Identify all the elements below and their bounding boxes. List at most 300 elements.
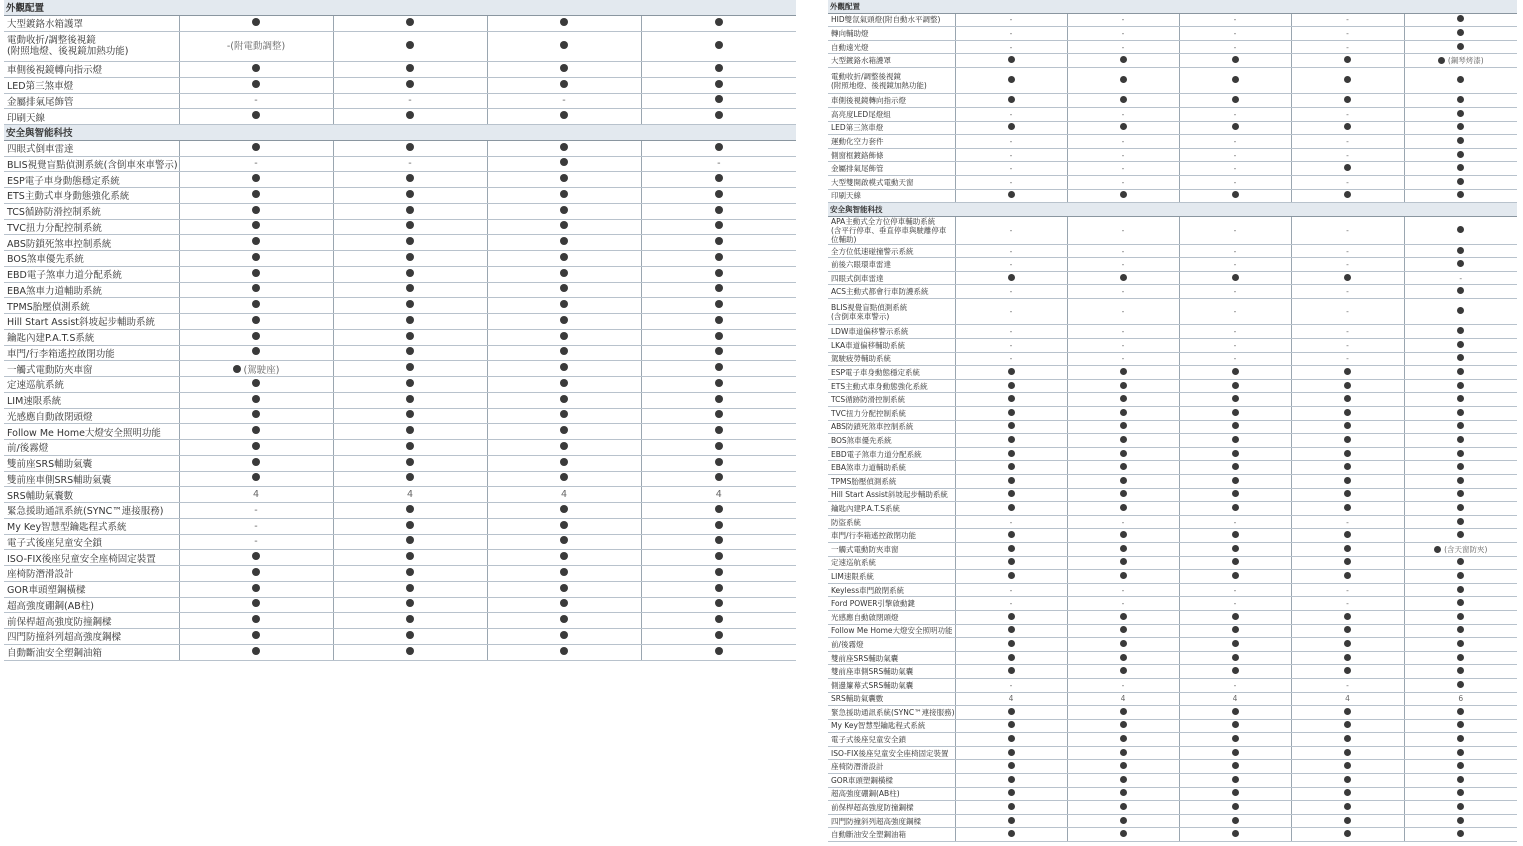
included-indicator — [1120, 395, 1127, 402]
included-indicator — [560, 521, 568, 529]
feature-value — [1067, 746, 1179, 760]
filled-circle-icon — [406, 269, 414, 277]
feature-value — [955, 67, 1067, 93]
included-indicator — [252, 568, 260, 576]
table-row — [4, 140, 796, 156]
included-indicator — [406, 363, 414, 371]
filled-circle-icon — [715, 473, 723, 481]
included-indicator — [406, 64, 414, 72]
filled-circle-icon — [1457, 640, 1464, 647]
feature-value — [1291, 393, 1404, 407]
feature-label: Keyless車門啟閉系統 — [828, 583, 955, 597]
filled-circle-icon — [1344, 762, 1351, 769]
table-row — [828, 502, 1517, 516]
feature-value — [1404, 665, 1517, 679]
filled-circle-icon — [1120, 450, 1127, 457]
feature-value — [955, 502, 1067, 516]
feature-label: GOR車頭塑鋼橫樑 — [4, 581, 179, 597]
included-indicator — [560, 552, 568, 560]
feature-value: - — [333, 156, 487, 172]
filled-circle-icon — [560, 237, 568, 245]
table-row — [828, 461, 1517, 475]
feature-value — [179, 266, 333, 282]
included-indicator — [1120, 749, 1127, 756]
filled-circle-icon — [715, 647, 723, 655]
feature-value — [333, 550, 487, 566]
feature-value — [641, 644, 796, 660]
feature-value — [333, 581, 487, 597]
feature-value — [641, 298, 796, 314]
included-indicator — [406, 332, 414, 340]
filled-circle-icon — [1232, 667, 1239, 674]
feature-value — [1179, 719, 1291, 733]
included-indicator — [252, 18, 260, 26]
filled-circle-icon — [1344, 477, 1351, 484]
filled-circle-icon — [560, 206, 568, 214]
feature-value — [1404, 583, 1517, 597]
feature-label: 電動收折/調整後視鏡 (附照地燈、後視鏡加熱功能) — [828, 67, 955, 93]
included-indicator — [1434, 544, 1487, 555]
included-indicator — [1008, 626, 1015, 633]
included-indicator — [560, 568, 568, 576]
feature-value — [1404, 787, 1517, 801]
feature-value — [1067, 706, 1179, 720]
included-indicator — [252, 253, 260, 261]
feature-value — [1404, 556, 1517, 570]
table-row — [828, 434, 1517, 448]
feature-value: - — [1291, 258, 1404, 272]
included-indicator — [1438, 55, 1484, 66]
included-indicator — [252, 379, 260, 387]
included-indicator — [1344, 708, 1351, 715]
table-row — [4, 377, 796, 393]
feature-value — [487, 235, 641, 251]
feature-value: - — [1179, 352, 1291, 366]
feature-value — [641, 613, 796, 629]
feature-label: SRS輔助氣囊數 — [4, 487, 179, 503]
feature-value — [1404, 529, 1517, 543]
included-indicator — [1457, 287, 1464, 294]
included-indicator — [560, 442, 568, 450]
included-indicator — [1008, 96, 1015, 103]
filled-circle-icon — [406, 221, 414, 229]
included-indicator — [1120, 789, 1127, 796]
filled-circle-icon — [1008, 654, 1015, 661]
filled-circle-icon — [715, 221, 723, 229]
feature-value — [1067, 651, 1179, 665]
filled-circle-icon — [1457, 504, 1464, 511]
included-indicator — [406, 379, 414, 387]
included-indicator — [1457, 226, 1464, 233]
filled-circle-icon — [1008, 382, 1015, 389]
included-indicator — [252, 111, 260, 119]
filled-circle-icon — [1344, 191, 1351, 198]
feature-value — [1291, 665, 1404, 679]
table-row — [4, 77, 796, 93]
table-row — [828, 706, 1517, 720]
included-indicator — [1232, 76, 1239, 83]
included-indicator — [1232, 830, 1239, 837]
filled-circle-icon — [406, 174, 414, 182]
feature-value: - — [1179, 339, 1291, 353]
feature-value — [487, 203, 641, 219]
included-indicator — [715, 332, 723, 340]
included-indicator — [1120, 409, 1127, 416]
included-indicator — [1457, 76, 1464, 83]
filled-circle-icon — [406, 568, 414, 576]
filled-circle-icon — [1120, 640, 1127, 647]
included-indicator — [1008, 422, 1015, 429]
feature-value — [1067, 393, 1179, 407]
included-indicator — [1344, 817, 1351, 824]
included-indicator — [1120, 558, 1127, 565]
feature-label: 電子式後座兒童安全鎖 — [4, 534, 179, 550]
feature-value — [1067, 719, 1179, 733]
included-indicator — [1457, 43, 1464, 50]
filled-circle-icon — [1008, 409, 1015, 416]
table-row — [4, 487, 796, 503]
included-indicator — [1008, 450, 1015, 457]
included-indicator — [1232, 463, 1239, 470]
included-indicator — [1457, 613, 1464, 620]
feature-label: ABS防鎖死煞車控制系統 — [828, 420, 955, 434]
feature-value — [1179, 638, 1291, 652]
feature-value — [1067, 434, 1179, 448]
feature-label: 自動斷油安全塑鋼油箱 — [828, 828, 955, 842]
filled-circle-icon — [1457, 681, 1464, 688]
feature-value — [333, 109, 487, 125]
feature-value — [1291, 54, 1404, 68]
feature-value — [1404, 733, 1517, 747]
feature-value — [1404, 760, 1517, 774]
filled-circle-icon — [406, 190, 414, 198]
feature-label: EBA煞車力道輔助系統 — [828, 461, 955, 475]
filled-circle-icon — [406, 253, 414, 261]
filled-circle-icon — [1120, 776, 1127, 783]
feature-label: 印刷天線 — [4, 109, 179, 125]
filled-circle-icon — [406, 284, 414, 292]
included-indicator — [715, 426, 723, 434]
feature-value — [1404, 475, 1517, 489]
included-indicator — [1120, 504, 1127, 511]
feature-label: GOR車頭塑鋼橫樑 — [828, 774, 955, 788]
feature-value — [487, 455, 641, 471]
table-row — [4, 156, 796, 172]
filled-circle-icon — [1344, 572, 1351, 579]
included-indicator — [1232, 531, 1239, 538]
filled-circle-icon — [252, 379, 260, 387]
feature-label: TCS循跡防滑控制系統 — [828, 393, 955, 407]
table-row — [4, 15, 796, 31]
feature-value — [1404, 162, 1517, 176]
included-indicator — [1120, 667, 1127, 674]
feature-label: 鑰匙內建P.A.T.S系統 — [828, 502, 955, 516]
included-indicator — [1457, 626, 1464, 633]
feature-label: 車側後視鏡轉向指示燈 — [828, 94, 955, 108]
filled-circle-icon — [715, 552, 723, 560]
filled-circle-icon — [1232, 56, 1239, 63]
table-row — [4, 534, 796, 550]
feature-value: - — [1067, 339, 1179, 353]
included-indicator — [560, 615, 568, 623]
filled-circle-icon — [1120, 613, 1127, 620]
feature-value: - — [487, 93, 641, 109]
filled-circle-icon — [715, 206, 723, 214]
included-indicator — [1232, 436, 1239, 443]
filled-circle-icon — [1008, 721, 1015, 728]
filled-circle-icon — [1008, 735, 1015, 742]
right-spec-panel — [828, 0, 1517, 846]
included-indicator — [1344, 613, 1351, 620]
filled-circle-icon — [252, 64, 260, 72]
filled-circle-icon — [1232, 572, 1239, 579]
filled-circle-icon — [1457, 422, 1464, 429]
table-row — [4, 361, 796, 377]
feature-value — [1067, 801, 1179, 815]
feature-value — [333, 455, 487, 471]
included-indicator — [1344, 667, 1351, 674]
feature-value: - — [955, 13, 1067, 27]
table-row — [4, 392, 796, 408]
feature-label: 金屬排氣尾飾管 — [4, 93, 179, 109]
feature-value — [641, 408, 796, 424]
feature-label: ESP電子車身動態穩定系統 — [4, 172, 179, 188]
included-indicator — [252, 347, 260, 355]
feature-value: - — [1179, 678, 1291, 692]
filled-circle-icon — [1457, 762, 1464, 769]
feature-value: - — [179, 534, 333, 550]
filled-circle-icon — [1457, 287, 1464, 294]
included-indicator — [1120, 545, 1127, 552]
included-indicator — [560, 41, 568, 49]
filled-circle-icon — [1120, 56, 1127, 63]
filled-circle-icon — [252, 426, 260, 434]
table-row — [828, 271, 1517, 285]
section-title: 安全與智能科技 — [4, 125, 796, 141]
filled-circle-icon — [1008, 96, 1015, 103]
included-indicator — [1120, 274, 1127, 281]
included-indicator — [715, 521, 723, 529]
filled-circle-icon — [1232, 450, 1239, 457]
feature-label: HID雙氙氣頭燈(附自動水平調整) — [828, 13, 955, 27]
feature-value — [487, 314, 641, 330]
filled-circle-icon — [560, 190, 568, 198]
filled-circle-icon — [406, 473, 414, 481]
feature-value — [333, 345, 487, 361]
feature-value — [487, 15, 641, 31]
feature-value — [1067, 121, 1179, 135]
included-indicator — [715, 647, 723, 655]
included-indicator — [252, 552, 260, 560]
filled-circle-icon — [1344, 667, 1351, 674]
feature-label: ETS主動式車身動態強化系統 — [828, 379, 955, 393]
included-indicator — [252, 237, 260, 245]
feature-value — [1291, 828, 1404, 842]
feature-value — [487, 440, 641, 456]
feature-value — [641, 266, 796, 282]
included-indicator — [1344, 762, 1351, 769]
feature-value — [333, 471, 487, 487]
filled-circle-icon — [1457, 247, 1464, 254]
filled-circle-icon — [1232, 721, 1239, 728]
feature-value — [1067, 447, 1179, 461]
filled-circle-icon — [1344, 490, 1351, 497]
feature-label: 轉向輔助燈 — [828, 27, 955, 41]
filled-circle-icon — [406, 111, 414, 119]
feature-value — [955, 638, 1067, 652]
feature-value: - — [1067, 40, 1179, 54]
included-indicator — [715, 64, 723, 72]
included-indicator — [1120, 626, 1127, 633]
included-indicator — [560, 426, 568, 434]
feature-value — [487, 550, 641, 566]
included-indicator — [233, 362, 280, 376]
feature-value — [1179, 94, 1291, 108]
filled-circle-icon — [406, 18, 414, 26]
filled-circle-icon — [1008, 56, 1015, 63]
feature-value — [487, 408, 641, 424]
included-indicator — [1120, 96, 1127, 103]
feature-value — [333, 77, 487, 93]
table-row — [828, 216, 1517, 244]
included-indicator — [1008, 395, 1015, 402]
table-row — [4, 31, 796, 62]
feature-value — [487, 424, 641, 440]
filled-circle-icon — [715, 80, 723, 88]
feature-value — [641, 329, 796, 345]
included-indicator — [1232, 450, 1239, 457]
feature-label: 一觸式電動防夾車窗 — [4, 361, 179, 377]
filled-circle-icon — [1457, 409, 1464, 416]
feature-label: TPMS胎壓偵測系統 — [828, 475, 955, 489]
filled-circle-icon — [1232, 654, 1239, 661]
filled-circle-icon — [252, 631, 260, 639]
included-indicator — [560, 206, 568, 214]
feature-value — [641, 597, 796, 613]
feature-value — [1404, 285, 1517, 299]
feature-value — [333, 424, 487, 440]
feature-value — [955, 556, 1067, 570]
filled-circle-icon — [715, 379, 723, 387]
included-indicator — [1457, 762, 1464, 769]
included-indicator — [406, 584, 414, 592]
filled-circle-icon — [1120, 654, 1127, 661]
feature-label: 四門防撞斜列超高強度鋼樑 — [828, 814, 955, 828]
feature-value — [1179, 733, 1291, 747]
included-indicator — [406, 552, 414, 560]
filled-circle-icon — [1120, 463, 1127, 470]
feature-value: - — [1291, 352, 1404, 366]
filled-circle-icon — [1457, 654, 1464, 661]
table-row — [828, 801, 1517, 815]
filled-circle-icon — [1120, 504, 1127, 511]
feature-value — [955, 121, 1067, 135]
feature-value — [1291, 67, 1404, 93]
feature-value — [1404, 352, 1517, 366]
feature-value — [955, 379, 1067, 393]
feature-value — [1179, 746, 1291, 760]
filled-circle-icon — [1457, 382, 1464, 389]
feature-label: 高亮度LED尾燈組 — [828, 107, 955, 121]
feature-value — [487, 156, 641, 172]
filled-circle-icon — [1008, 436, 1015, 443]
feature-value — [487, 77, 641, 93]
feature-value — [1404, 299, 1517, 325]
feature-value — [487, 361, 641, 377]
filled-circle-icon — [252, 647, 260, 655]
filled-circle-icon — [1457, 327, 1464, 334]
included-indicator — [715, 347, 723, 355]
included-indicator — [1457, 463, 1464, 470]
feature-value — [955, 393, 1067, 407]
filled-circle-icon — [1120, 422, 1127, 429]
filled-circle-icon — [252, 395, 260, 403]
filled-circle-icon — [1008, 613, 1015, 620]
feature-label: 金屬排氣尾飾管 — [828, 162, 955, 176]
feature-value — [1291, 461, 1404, 475]
table-row — [828, 787, 1517, 801]
table-row — [4, 644, 796, 660]
feature-label: Ford POWER引擎啟動鍵 — [828, 597, 955, 611]
filled-circle-icon — [560, 284, 568, 292]
included-indicator — [1344, 274, 1351, 281]
feature-value: - — [1179, 597, 1291, 611]
feature-value — [1067, 610, 1179, 624]
filled-circle-icon — [1008, 667, 1015, 674]
feature-label: APA主動式全方位停車輔助系統 (含平行停車、垂直停車與駛離停車位輔助) — [828, 216, 955, 244]
table-row — [4, 424, 796, 440]
filled-circle-icon — [1120, 368, 1127, 375]
feature-value — [1404, 379, 1517, 393]
feature-value — [1067, 556, 1179, 570]
included-indicator — [1344, 395, 1351, 402]
feature-label: 前後六眼環車雷達 — [828, 258, 955, 272]
feature-label: 一觸式電動防夾車窗 — [828, 542, 955, 556]
feature-value — [1291, 502, 1404, 516]
included-indicator — [715, 18, 723, 26]
included-indicator — [715, 41, 723, 49]
included-indicator — [560, 584, 568, 592]
feature-value — [1179, 447, 1291, 461]
included-indicator — [1232, 667, 1239, 674]
table-row — [828, 352, 1517, 366]
feature-value — [1067, 787, 1179, 801]
filled-circle-icon — [1344, 749, 1351, 756]
feature-value — [1404, 94, 1517, 108]
filled-circle-icon — [560, 363, 568, 371]
feature-value — [1404, 610, 1517, 624]
filled-circle-icon — [715, 458, 723, 466]
filled-circle-icon — [1008, 803, 1015, 810]
included-indicator — [1457, 735, 1464, 742]
filled-circle-icon — [252, 300, 260, 308]
included-indicator — [406, 647, 414, 655]
filled-circle-icon — [715, 237, 723, 245]
filled-circle-icon — [1232, 789, 1239, 796]
feature-label: LED第三煞車燈 — [828, 121, 955, 135]
table-row — [4, 440, 796, 456]
filled-circle-icon — [1008, 123, 1015, 130]
included-indicator — [560, 18, 568, 26]
feature-value — [1404, 13, 1517, 27]
feature-value — [333, 629, 487, 645]
feature-value — [955, 420, 1067, 434]
included-indicator — [1457, 260, 1464, 267]
feature-label: LDW車道偏移警示系統 — [828, 325, 955, 339]
included-indicator — [1344, 531, 1351, 538]
feature-value — [955, 461, 1067, 475]
included-indicator — [1008, 803, 1015, 810]
